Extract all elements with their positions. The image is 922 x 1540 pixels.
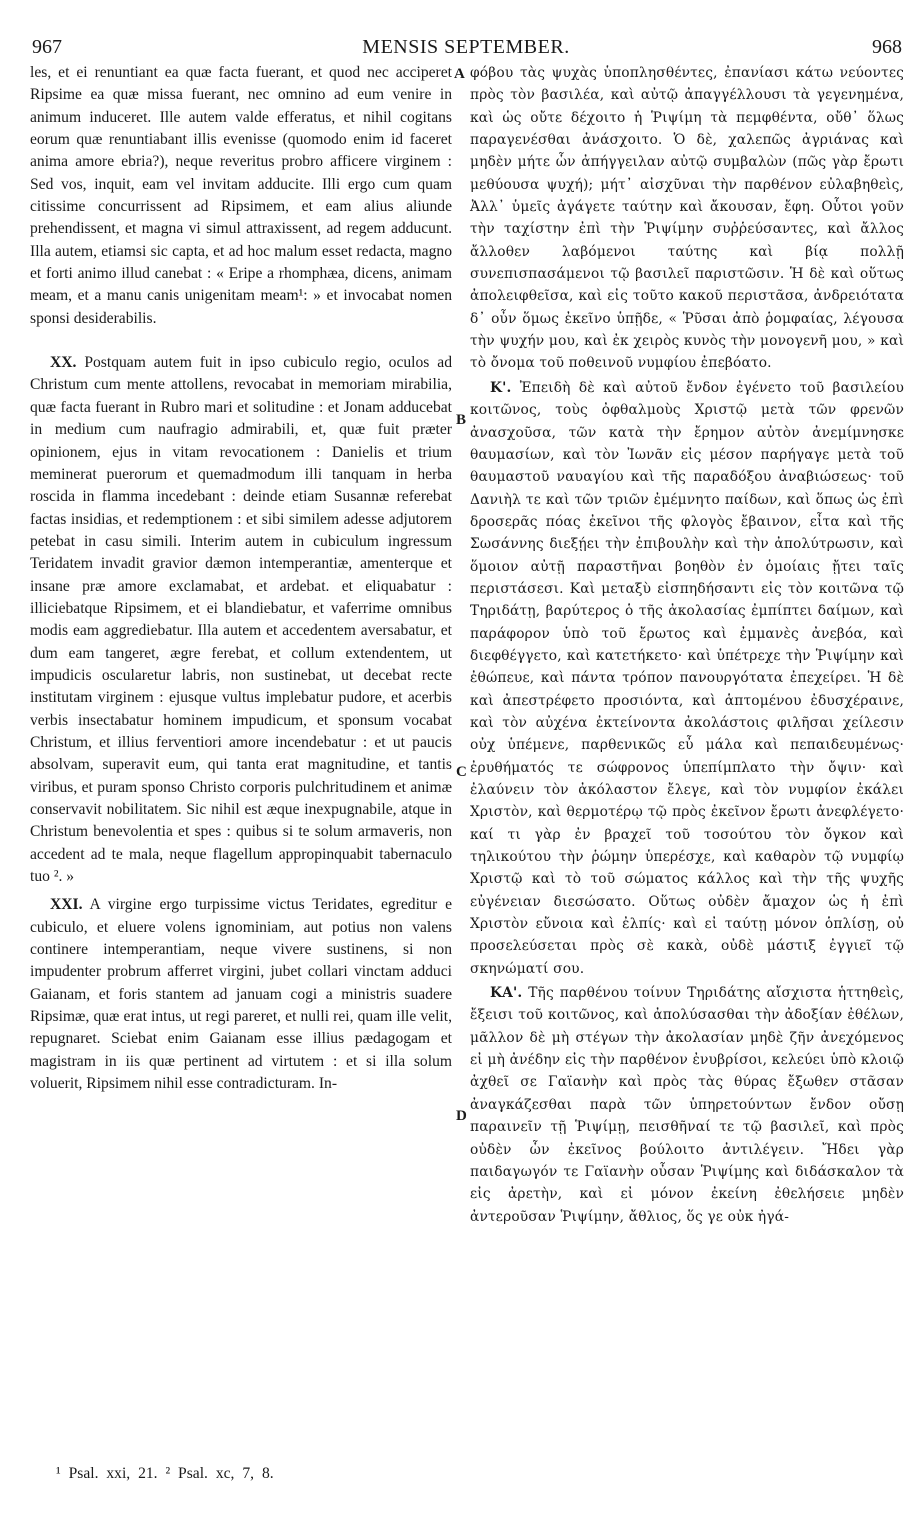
latin-paragraph-1: les, et ei renuntiant ea quæ facta fuerant, et quod nec acciperet Ripsime ea quæ missa fuerant, nec omnino ad eum venire in animum induceret. Ille autem valde efferatus, et nihil cogitans eorum quæ renuntiabant illis evenisse (quomodo enim id faceret anima amore ebria?), neque reveritus probro afficere virginem : Sed vos, inquit, eam vel invitam adducite. Illi ergo cum quam citissime concurrissent ad Ripsimem, et eam alius aliunde prehendissent, et magna vi simul attraxissent, ad regem adducunt. Illa autem, etiamsi sic capta, et ad hoc malum esset redacta, magno et forti animo illud canebat : « Eripe a rhomphæa, dicens, animam meam, et a manu canis unigenitam meam¹: » et invocabat nomen sponsi desiderabilis.	[30, 64, 452, 327]
latin-column	[30, 62, 452, 1095]
latin-paragraph-xx	[30, 352, 452, 888]
greek-paragraph-k	[470, 377, 904, 980]
page-number-right: 968	[872, 36, 902, 58]
latin-section-number-xx: XX.	[50, 354, 77, 372]
latin-section-number-xxi: XXI.	[50, 896, 83, 914]
footnotes: ¹ Psal. xxi, 21. ² Psal. xc, 7, 8.	[56, 1465, 274, 1482]
greek-section-number-ka: ΚΑ'.	[490, 985, 523, 1002]
latin-paragraph-xxi	[30, 894, 452, 1095]
margin-marker-a: A	[454, 66, 465, 82]
page-header	[30, 36, 902, 60]
margin-marker-b: B	[456, 412, 467, 428]
greek-paragraph-k-text: Ἐπειδὴ δὲ καὶ αὐτοῦ ἔνδον ἐγένετο τοῦ βασιλείου κοιτῶνος, τοὺς ὀφθαλμοὺς Χριστῷ μετὰ τῶν φρενῶν ἀνασχοῦσα, τῶν κατὰ τὴν ἔρημον αὐτὸν ἀνεμίμνησκε θαυμασίων, καὶ τὸν Ἰωνᾶν εἰς μέσον παρήγαγε μετὰ τοῦ θαυμαστοῦ ναυαγίου καὶ τῆς παραδόξου ἀναβιώσεως· τοῦ Δανιὴλ τε καὶ τῶν τριῶν ἐμέμνητο παίδων, καὶ ὅπως ὡς ἐπὶ δροσερᾶς πόας ἐκεῖνοι τῆς φλογὸς ἔβαινον, εἶτα καὶ τῆς Σωσάννης διεξῄει τὴν ἐπιβουλὴν καὶ τὴν ἀπολύτρωσιν, καὶ ὅμοιον αὐτῇ παραστῆναι βοηθὸν ἐν ὁμοίαις ᾔτει ταῖς περιστάσεσι. Καὶ μεταξὺ εἰσπηδήσαντι εἰς τὸν κοιτῶνα τῷ Τηριδάτῃ, βαρύτερος ὁ τῆς ἀκολασίας ἐμπίπτει δαίμων, καὶ παράφορον ὑπὸ τοῦ ἔρωτος καὶ ἐμμανὲς ἀνεβόα, καὶ διεφθέγγετο, καὶ κατετήκετο· καὶ ὑπέτρεχε τὴν Ῥιψίμην καὶ ἐθώπευε, καὶ πάντα τρόπον πανουργότατα ἐπεχείρει. Ἡ δὲ καὶ ἀπεστρέφετο προσιόντα, καὶ ἁπτομένου ἐδυσχέραινε, καὶ τὸν αὐχένα ἐκτείνοντα ἀκολάστοις φιλῆσαι χείλεσιν οὐχ ὑπέμενε, παρθενικῶς εὖ μάλα καὶ πεπαιδευμένως· ἐρυθήματός τε σώφρονος ὑπεπίμπλατο τὴν ὄψιν· καὶ ἐλαύνειν τὸν ἀκόλαστον ἔλεγε, καὶ τὸν νυμφίον ἐκάλει Χριστὸν, καὶ θερμοτέρῳ τῷ πρὸς ἐκεῖνον ἔρωτι ἀνεφλέγετο· καί τι γὰρ ἐν βραχεῖ τοῦ τοσούτου τὸν ὄγκον καὶ τηλικούτου τὴν ῥώμην ὑπερέσχε, καὶ καθαρὸν τῷ νυμφίῳ Χριστῷ καὶ τὸ τοῦ σώματος κάλλος καὶ τὴν τῆς ψυχῆς εὐγένειαν διεσώσατο. Οὕτως οὐδὲν ἄμαχον ὡς ἡ ἐπὶ Χριστὸν εὔνοια καὶ ἐλπίς· καὶ εἰ ταύτῃ μόνον ὁπλίσῃ, οὐ προσελεύσεται πρὸς σὲ κακὰ, οὐδὲ μάστιξ ἐγγιεῖ τῷ σκηνώματί σου.	[470, 379, 904, 977]
greek-column	[470, 62, 904, 1228]
page-number-left: 967	[32, 36, 62, 58]
greek-paragraph-ka	[470, 982, 904, 1228]
margin-marker-d: D	[456, 1108, 467, 1124]
margin-marker-c: C	[456, 764, 467, 780]
greek-paragraph-1: φόβου τὰς ψυχὰς ὑποπλησθέντες, ἐπανίασι κάτω νεύοντες πρὸς τὸν βασιλέα, καὶ αὐτῷ ἀπαγγέλλουσι τὰ γεγενημένα, καὶ ὡς οὔτε δέχοιτο ἡ Ῥιψίμη τὰ πεμφθέντα, οὔθ᾽ ὅλως παραγενέσθαι ἀνάσχοιτο. Ὁ δὲ, χαλεπῶς ἀγριάνας καὶ μηδὲν μήτε ὧν ἀπήγγειλαν αὐτῷ συμβαλὼν (πῶς γὰρ ἔρωτι μεθύουσα ψυχή); μήτ᾽ αἰσχῦναι τὴν παρθένον εὐλαβηθεὶς, Ἀλλ᾽ ὑμεῖς ἀγάγετε ταύτην καὶ ἄκουσαν, ἔφη. Οὗτοι γοῦν τὴν ταχίστην ἐπὶ τὴν Ῥιψίμην συῤῥεύσαντες, καὶ ἄλλος ἄλλοθεν λαβόμενοι ταύτης καὶ βίᾳ πολλῇ συνεπισπασάμενοι τῷ βασιλεῖ παριστῶσιν. Ἡ δὲ καὶ οὕτως ἀπολειφθεῖσα, καὶ εἰς τοῦτο κακοῦ περιστᾶσα, ἀνδρειότατα δ᾽ οὖν ὅμως ἐκεῖνο ὑπῇδε, « Ῥῦσαι ἀπὸ ῥομφαίας, λέγουσα τὴν ψυχήν μου, καὶ ἐκ χειρὸς κυνὸς τὴν μονογενῆ μου, » καὶ τὸ ὄνομα τοῦ ποθεινοῦ νυμφίου ἐπεβόατο.	[470, 65, 904, 372]
latin-paragraph-xxi-text: A virgine ergo turpissime victus Teridates, egreditur e cubiculo, et eluere volens ignominiam, aut potius non valens continere intemperantiam, neque vivere sustinens, si non impudenter probrum afferret virgini, jubet collari vinctam adduci Gaianam, et foris stantem ad januam cogi a ministris suadere Ripsimæ, quæ erat intus, ut regi pareret, et nulli rei, quam ille velit, repugnaret. Sciebat enim Gaianam esse illius pædagogam et magistram in iis quæ pertinent ad virtutem : et si illa solum voluerit, Ripsimem nihil esse contradicturam. In-	[30, 896, 453, 1093]
greek-section-number-k: Κ'.	[490, 379, 512, 396]
greek-paragraph-ka-text: Τῆς παρθένου τοίνυν Τηριδάτης αἴσχιστα ἡττηθεὶς, ἔξεισι τοῦ κοιτῶνος, καὶ ἀπολύσασθαι τὴν ἀδοξίαν ἐθέλων, μᾶλλον δὲ μὴ στέγων τὴν ἀκολασίαν μηδὲ ζῆν ἀνεχόμενος εἰ μὴ ἀνέδην εἰς τὴν παρθένον ἐνυβρίσοι, κελεύει ὑπὸ κλοιῷ ἀχθεῖ σε Γαϊανὴν καὶ πρὸς τὰς θύρας ἔξωθεν στᾶσαν ἀναγκάζεσθαι παρὰ τῶν ὑπηρετούντων ἔνδον οὔσῃ παραινεῖν τῇ Ῥιψίμῃ, πεισθῆναί τε τῷ βασιλεῖ, καὶ πρὸς οὐδὲν ὧν ἐκεῖνος βούλοιτο ἀντιλέγειν. Ἤδει γὰρ παιδαγωγόν τε Γαϊανὴν οὖσαν Ῥιψίμης καὶ διδάσκαλον τὰ εἰς ἀρετὴν, καὶ εἰ μόνον ἐκείνη ἐθελήσειε μηδὲν ἀντεροῦσαν Ῥιψίμην, ἄθλιος, ὅς γε οὐκ ἠγά-	[470, 985, 904, 1225]
latin-paragraph-xx-text: Postquam autem fuit in ipso cubiculo regio, oculos ad Christum cum mente attollens, revocabat in memoriam mirabilia, quæ facta fuerant in Rubro mari et solitudine : et Jonam adducebat in medium cum naufragio admirabili, et, quæ fuit præter opinionem, ejus in vitam revocationem : Danielis et trium meminerat puerorum et quemadmodum illi tanquam in herba roscida in flamma incedebant : deinde etiam Susannæ referebat factas insidias, et redemptionem : et sibi similem adesse adjutorem petebat in casu simili. Interim autem in cubiculum ingressum Teridatem invadit gravior dæmon intemperantiæ, amenterque et insane præ amore exclamabat, et ardebat. et eliquabatur : illiciebatque Ripsimem, et ei blandiebatur, et vaferrime omnibus modis eam aggrediebatur. Illa autem et accedentem aversabatur, et dum eam tangeret, ægre ferebat, et collum extendentem, ut impudicis oscularetur labris, non sustinebat, ut decebat recte institutam virginem : ejusque vultus implebatur pudore, et acerbis verbis insectabatur hominem impudicum, et sponsum vocabat Christum, et illius ferventiori amore incendebatur : et ut paucis absolvam, superavit eum, qui tanta erat magnitudine, et tantis viribus, et puram sponso Christo corporis pulchritudinem et animæ conservavit nobilitatem. Sic nihil est æque inexpugnabile, atque in Christum benevolentia et spes : quibus si te solum armaveris, non accedent ad te mala, neque flagellum appropinquabit tabernaculo tuo ². »	[30, 354, 452, 886]
running-title: MENSIS SEPTEMBER.	[362, 36, 570, 58]
